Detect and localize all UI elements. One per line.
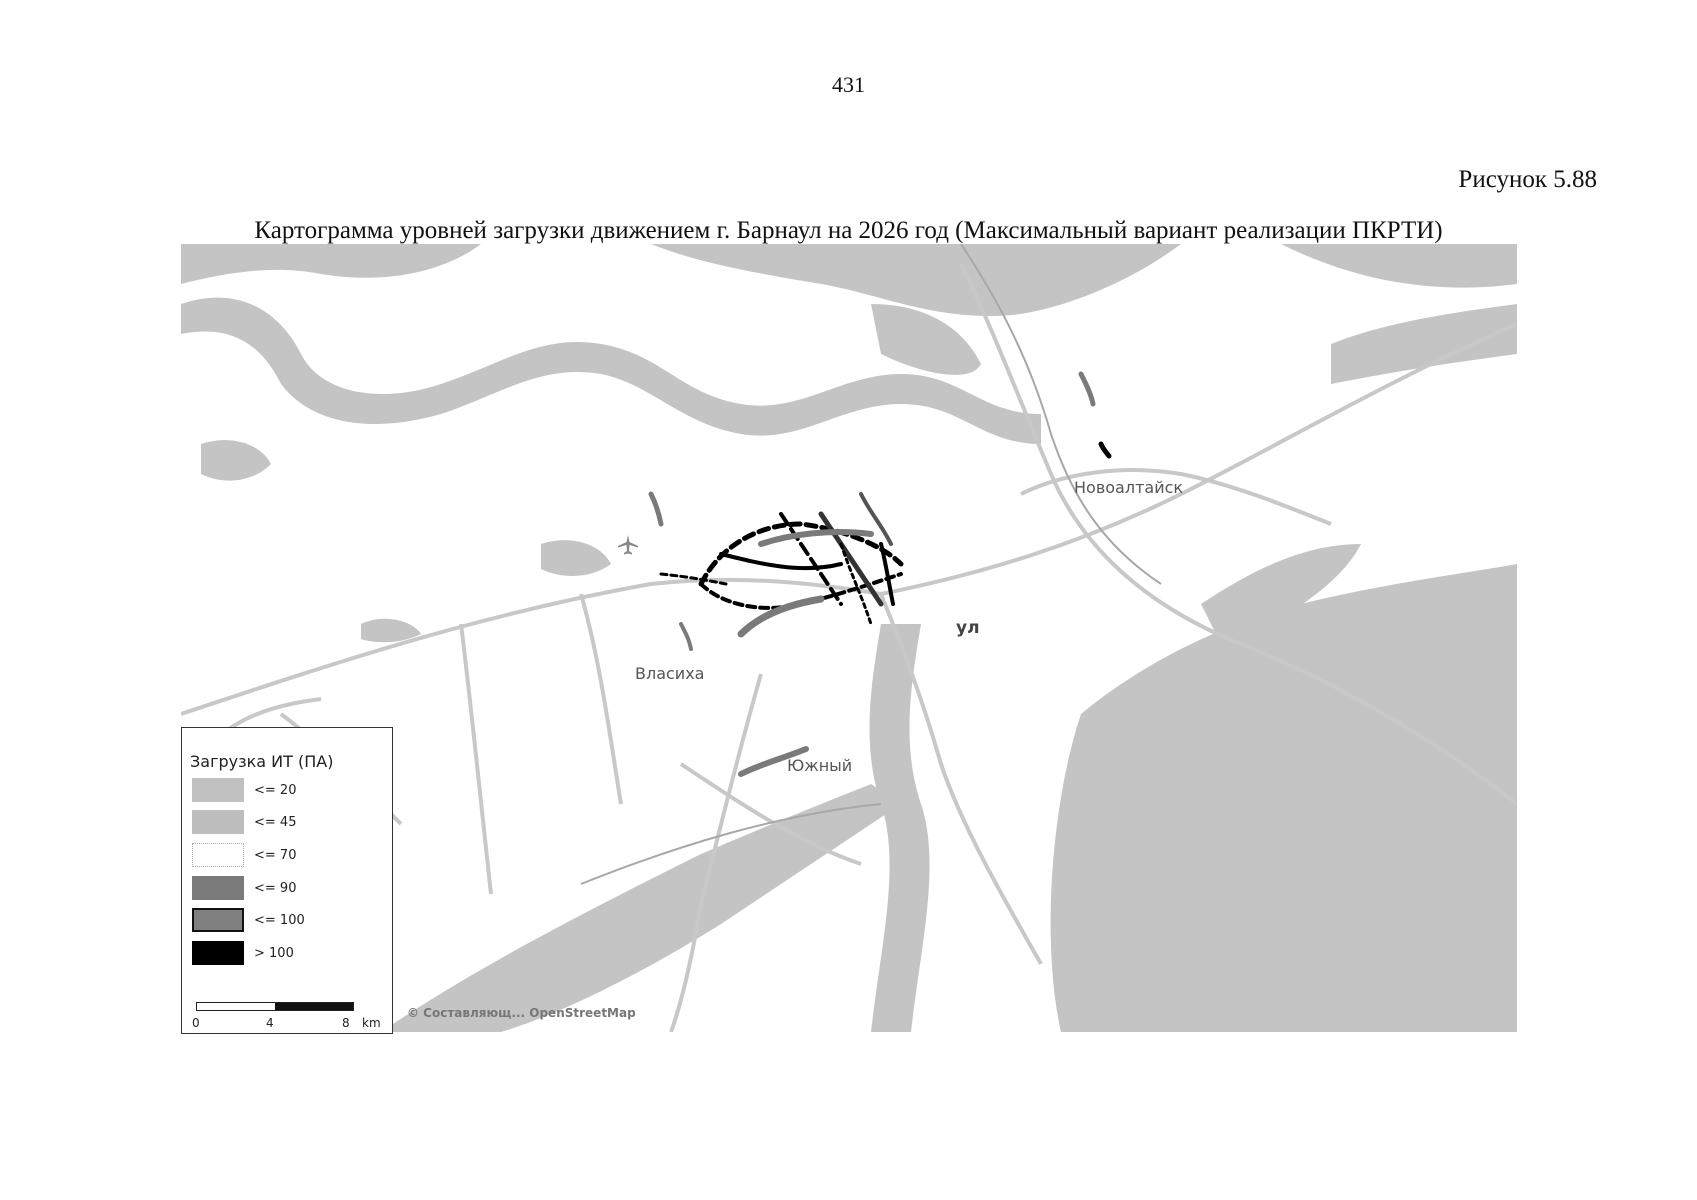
- label-vlasikha: Власиха: [635, 664, 705, 683]
- label-yuzhny: Южный: [787, 756, 853, 775]
- scale-tick-8: 8: [342, 1016, 350, 1030]
- airplane-icon: [617, 534, 639, 556]
- map-attribution[interactable]: © Составляющ... OpenStreetMap: [407, 1006, 636, 1020]
- legend-swatch-le90: [192, 876, 244, 900]
- legend-item: [190, 810, 380, 836]
- legend-label: <= 70: [254, 848, 297, 863]
- legend-swatch-le70: [192, 843, 244, 867]
- legend-title: Загрузка ИТ (ПА): [190, 752, 334, 771]
- scale-bar: [196, 1002, 354, 1011]
- label-barnaul: ул: [956, 618, 980, 638]
- scale-unit: km: [362, 1016, 381, 1030]
- scale-tick-4: 4: [266, 1016, 274, 1030]
- label-novoaltaysk: Новоалтайск: [1074, 478, 1184, 497]
- legend-swatch-le100: [192, 908, 244, 932]
- legend-item: [190, 843, 380, 869]
- legend-item: [190, 876, 380, 902]
- legend-item: [190, 908, 380, 934]
- legend-item: [190, 941, 380, 967]
- legend-label: <= 90: [254, 881, 297, 896]
- legend-swatch-le45: [192, 810, 244, 834]
- legend-label: <= 20: [254, 783, 297, 798]
- legend-label: > 100: [254, 946, 294, 961]
- scale-tick-0: 0: [192, 1016, 200, 1030]
- legend-swatch-le20: [192, 778, 244, 802]
- figure-caption: Картограмма уровней загрузки движением г. Барнаул на 2026 год (Максимальный вариант реализации ПКРТИ): [254, 217, 1443, 244]
- page-number: 431: [832, 72, 865, 97]
- map-legend: [181, 727, 393, 1034]
- figure-number: Рисунок 5.88: [1458, 166, 1597, 193]
- legend-swatch-gt100: [192, 941, 244, 965]
- legend-item: [190, 778, 380, 804]
- legend-label: <= 100: [254, 913, 305, 928]
- legend-label: <= 45: [254, 815, 297, 830]
